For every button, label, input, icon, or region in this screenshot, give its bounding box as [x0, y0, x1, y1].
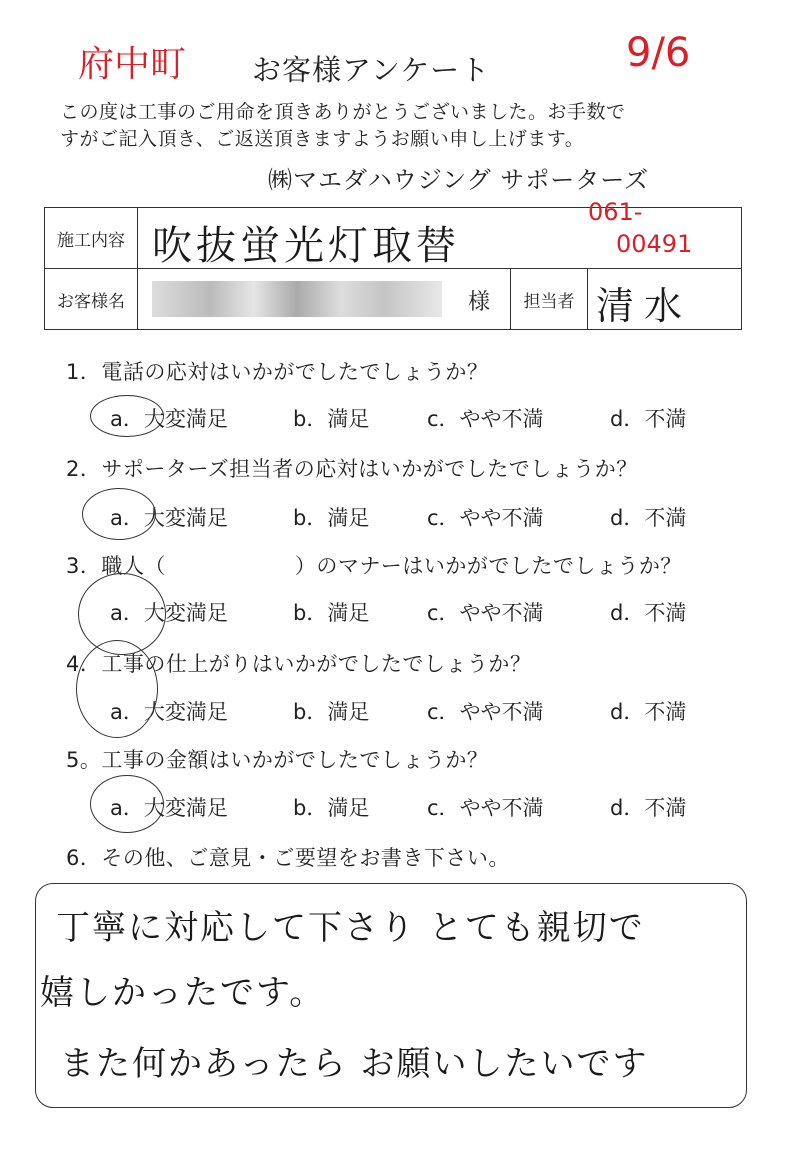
q2-option-c[interactable]: c．やや不満 — [427, 506, 544, 530]
handwritten-date: 9/6 — [626, 30, 691, 76]
comment-line-2: 嬉しかったです。 — [40, 973, 326, 1013]
q5-option-b[interactable]: b．満足 — [293, 796, 370, 820]
customer-name-cell — [138, 269, 511, 330]
q5-selection-circle — [90, 775, 164, 833]
intro-line-1: この度は工事のご用命を頂きありがとうございました。お手数で — [60, 101, 626, 123]
q3-option-a[interactable]: a．大変満足 — [110, 601, 228, 625]
q1-option-c[interactable]: c．やや不満 — [427, 407, 544, 431]
q2-selection-circle — [82, 488, 156, 540]
q4-option-c[interactable]: c．やや不満 — [427, 700, 544, 724]
q2-option-d[interactable]: d．不満 — [610, 506, 687, 530]
q3-option-d[interactable]: d．不満 — [610, 601, 687, 625]
redacted-name — [152, 281, 442, 317]
q5-option-d[interactable]: d．不満 — [610, 796, 687, 820]
staff-cell — [588, 269, 742, 330]
company-name: ㈱マエダハウジング サポーターズ — [268, 166, 650, 194]
question-2: 2．サポーターズ担当者の応対はいかがでしたでしょうか？ — [66, 457, 638, 481]
customer-name-label: お客様名 — [45, 269, 138, 330]
honorific: 様 — [467, 290, 490, 315]
q1-option-b[interactable]: b．満足 — [293, 407, 370, 431]
q2-option-b[interactable]: b．満足 — [293, 506, 370, 530]
question-3: 3．職人（ ）のマナーはいかがでしたでしょうか？ — [66, 554, 682, 578]
staff-name-value: 清水 — [596, 284, 693, 328]
question-1: 1．電話の応対はいかがでしたでしょうか？ — [66, 360, 489, 384]
handwritten-town: 府中町 — [78, 44, 187, 85]
q3-option-c[interactable]: c．やや不満 — [427, 601, 544, 625]
q5-option-c[interactable]: c．やや不満 — [427, 796, 544, 820]
q4-selection-circle — [76, 640, 158, 738]
work-number-line-1: 061- — [588, 198, 643, 226]
question-6: 6．その他、ご意見・ご要望をお書き下さい。 — [66, 846, 510, 870]
comment-line-3: また何かあったら お願いしたいです — [60, 1044, 649, 1084]
intro-line-2: すがご記入頂き、ご返送頂きますようお願い申し上げます。 — [60, 128, 585, 150]
survey-title: お客様アンケート — [252, 53, 491, 87]
q3-option-b[interactable]: b．満足 — [293, 601, 370, 625]
q1-selection-circle — [90, 395, 164, 437]
q4-option-d[interactable]: d．不満 — [610, 700, 687, 724]
q2-option-a[interactable]: a．大変満足 — [110, 506, 228, 530]
work-content-value: 吹抜蛍光灯取替 — [152, 223, 460, 269]
q4-option-a[interactable]: a．大変満足 — [110, 700, 228, 724]
q1-option-a[interactable]: a．大変満足 — [110, 407, 228, 431]
comment-line-1: 丁寧に対応して下さり とても親切で — [56, 908, 645, 948]
q5-option-a[interactable]: a．大変満足 — [110, 796, 228, 820]
question-4: 4．工事の仕上がりはいかがでしたでしょうか？ — [66, 652, 532, 676]
work-content-label: 施工内容 — [45, 208, 138, 269]
question-5: 5。工事の金額はいかがでしたでしょうか？ — [66, 748, 489, 772]
q4-option-b[interactable]: b．満足 — [293, 700, 370, 724]
work-content-cell — [138, 198, 742, 269]
work-number-line-2: 00491 — [616, 230, 693, 258]
info-table — [44, 198, 742, 330]
staff-label: 担当者 — [511, 269, 588, 330]
q1-option-d[interactable]: d．不満 — [610, 407, 687, 431]
